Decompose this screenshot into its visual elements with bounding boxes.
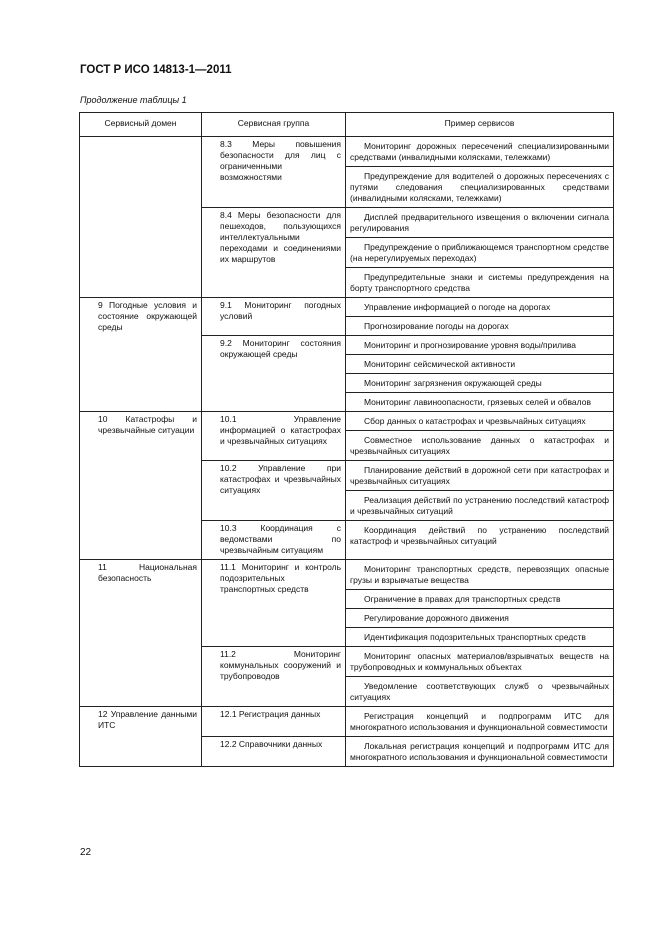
table-caption: Продолжение таблицы 1 [80, 95, 187, 105]
service-example-cell: Предупреждение для водителей о дорожных пересечениях с путями следования специализированных средствами (инвалидными колясками, тележками) [346, 167, 614, 208]
table-header-row [80, 113, 614, 137]
service-group-cell: 8.3 Меры повышения безопасности для лиц с ограниченными возможностями [202, 137, 346, 208]
service-example-cell: Уведомление соответствующих служб о чрезвычайных ситуациях [346, 677, 614, 707]
column-header-examples: Пример сервисов [346, 113, 614, 137]
service-group-cell: 11.1 Мониторинг и контроль подозрительных транспортных средств [202, 560, 346, 647]
service-example-cell: Ограничение в правах для транспортных средств [346, 590, 614, 609]
service-example-cell: Реализация действий по устранению последствий катастроф и чрезвычайных ситуаций [346, 491, 614, 521]
table-row [80, 560, 614, 590]
service-group-cell: 8.4 Меры безопасности для пешеходов, пользующихся интеллектуальными переходами и соединениями их маршрутов [202, 208, 346, 298]
document-header: ГОСТ Р ИСО 14813-1—2011 [80, 64, 232, 76]
service-domain-cell: 12 Управление данными ИТС [80, 707, 202, 767]
service-group-cell: 10.2 Управление при катастрофах и чрезвычайных ситуациях [202, 461, 346, 521]
service-example-cell: Планирование действий в дорожной сети при катастрофах и чрезвычайных ситуациях [346, 461, 614, 491]
service-domain-cell: 11 Национальная безопасность [80, 560, 202, 707]
service-example-cell: Мониторинг транспортных средств, перевозящих опасные грузы и взрывчатые вещества [346, 560, 614, 590]
service-group-cell: 12.2 Справочники данных [202, 737, 346, 767]
service-domain-cell [80, 137, 202, 298]
services-table [79, 112, 614, 767]
service-example-cell: Мониторинг лавиноопасности, грязевых селей и обвалов [346, 393, 614, 412]
service-example-cell: Управление информацией о погоде на дорогах [346, 298, 614, 317]
service-example-cell: Координация действий по устранению последствий катастроф и чрезвычайных ситуаций [346, 521, 614, 560]
table-row [80, 298, 614, 317]
service-example-cell: Идентификация подозрительных транспортных средств [346, 628, 614, 647]
table-row [80, 707, 614, 737]
service-example-cell: Мониторинг опасных материалов/взрывчатых веществ на трубопроводных и коммунальных объектах [346, 647, 614, 677]
service-domain-cell: 10 Катастрофы и чрезвычайные ситуации [80, 412, 202, 560]
table-body [80, 137, 614, 767]
service-example-cell: Сбор данных о катастрофах и чрезвычайных ситуациях [346, 412, 614, 431]
service-example-cell: Дисплей предварительного извещения о включении сигнала регулирования [346, 208, 614, 238]
page-number: 22 [80, 847, 92, 858]
service-group-cell: 11.2 Мониторинг коммунальных сооружений и трубопроводов [202, 647, 346, 707]
table-row [80, 137, 614, 167]
service-group-cell: 10.1 Управление информацией о катастрофах и чрезвычайных ситуациях [202, 412, 346, 461]
column-header-domain: Сервисный домен [80, 113, 202, 137]
service-example-cell: Мониторинг загрязнения окружающей среды [346, 374, 614, 393]
service-example-cell: Мониторинг и прогнозирование уровня воды/прилива [346, 336, 614, 355]
service-group-cell: 9.2 Мониторинг состояния окружающей среды [202, 336, 346, 412]
service-group-cell: 9.1 Мониторинг погодных условий [202, 298, 346, 336]
service-example-cell: Предупредительные знаки и системы предупреждения на борту транспортного средства [346, 268, 614, 298]
service-group-cell: 10.3 Координация с ведомствами по чрезвычайным ситуациям [202, 521, 346, 560]
service-example-cell: Мониторинг сейсмической активности [346, 355, 614, 374]
table-row [80, 412, 614, 431]
column-header-group: Сервисная группа [202, 113, 346, 137]
service-example-cell: Прогнозирование погоды на дорогах [346, 317, 614, 336]
service-example-cell: Локальная регистрация концепций и подпрограмм ИТС для многократного использования и функциональной совместимости [346, 737, 614, 767]
service-group-cell: 12.1 Регистрация данных [202, 707, 346, 737]
service-example-cell: Регулирование дорожного движения [346, 609, 614, 628]
service-example-cell: Мониторинг дорожных пересечений специализированными средствами (инвалидными колясками, тележками) [346, 137, 614, 167]
service-example-cell: Совместное использование данных о катастрофах и чрезвычайных ситуациях [346, 431, 614, 461]
service-domain-cell: 9 Погодные условия и состояние окружающей среды [80, 298, 202, 412]
service-example-cell: Регистрация концепций и подпрограмм ИТС для многократного использования и функциональной совместимости [346, 707, 614, 737]
service-example-cell: Предупреждение о приближающемся транспортном средстве (на нерегулируемых переходах) [346, 238, 614, 268]
